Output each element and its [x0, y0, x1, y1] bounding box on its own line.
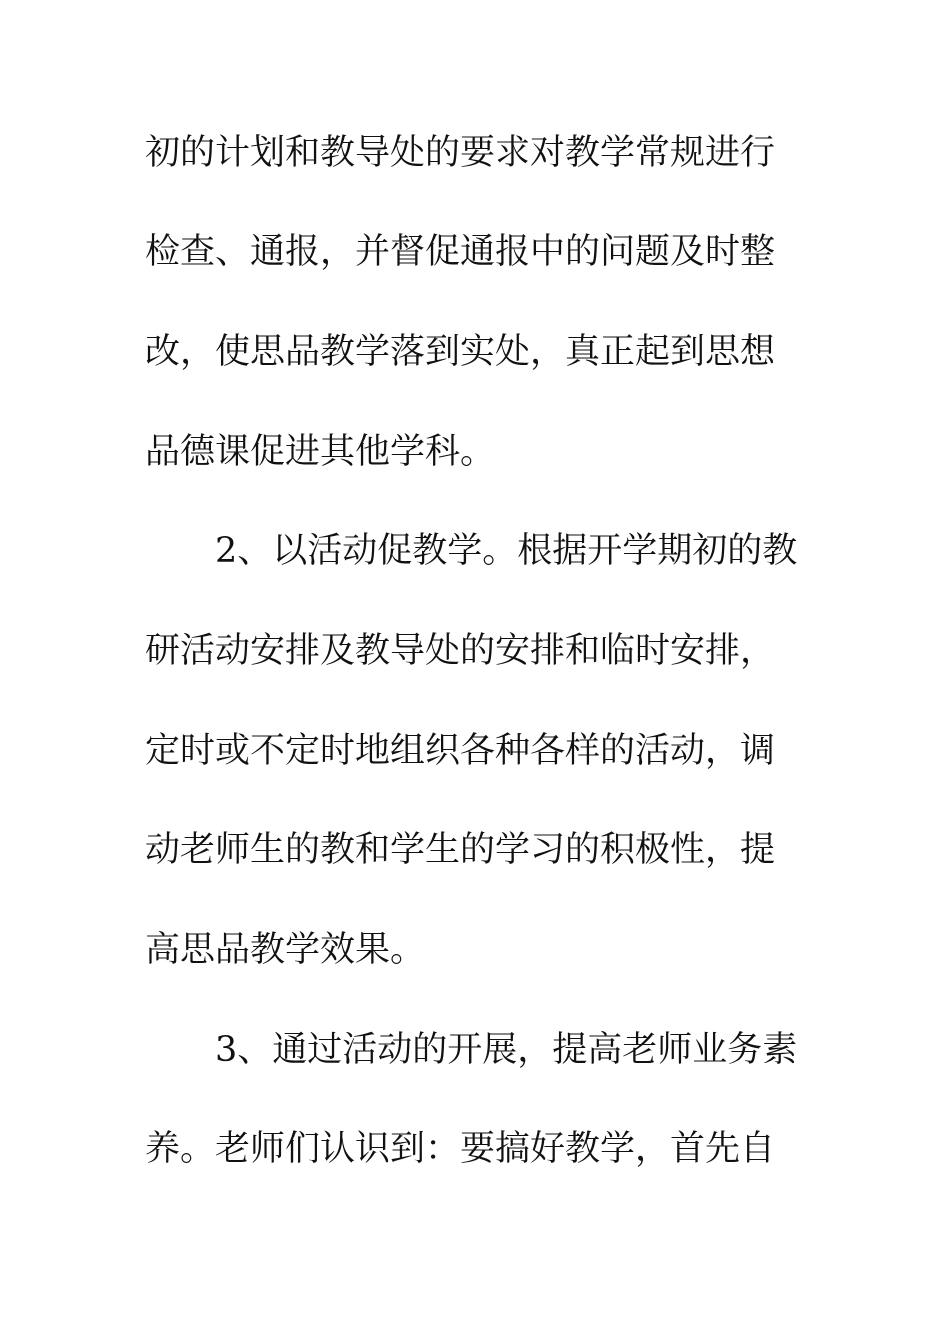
- text-line: 定时或不定时地组织各种各样的活动，调: [145, 731, 776, 771]
- text-line: 研活动安排及教导处的安排和临时安排，: [145, 631, 776, 671]
- paragraph-start-line: 3、通过活动的开展，提高老师业务素: [215, 1030, 798, 1070]
- text-line: 养。老师们认识到：要搞好教学，首先自: [145, 1129, 776, 1169]
- text-line: 检查、通报，并督促通报中的问题及时整: [145, 232, 776, 272]
- text-line: 改，使思品教学落到实处，真正起到思想: [145, 332, 776, 372]
- text-line: 高思品教学效果。: [145, 930, 426, 970]
- text-line: 品德课促进其他学科。: [145, 432, 496, 472]
- text-line: 初的计划和教导处的要求对教学常规进行: [145, 133, 776, 173]
- paragraph-start-line: 2、以活动促教学。根据开学期初的教: [215, 531, 798, 571]
- text-line: 动老师生的教和学生的学习的积极性，提: [145, 830, 776, 870]
